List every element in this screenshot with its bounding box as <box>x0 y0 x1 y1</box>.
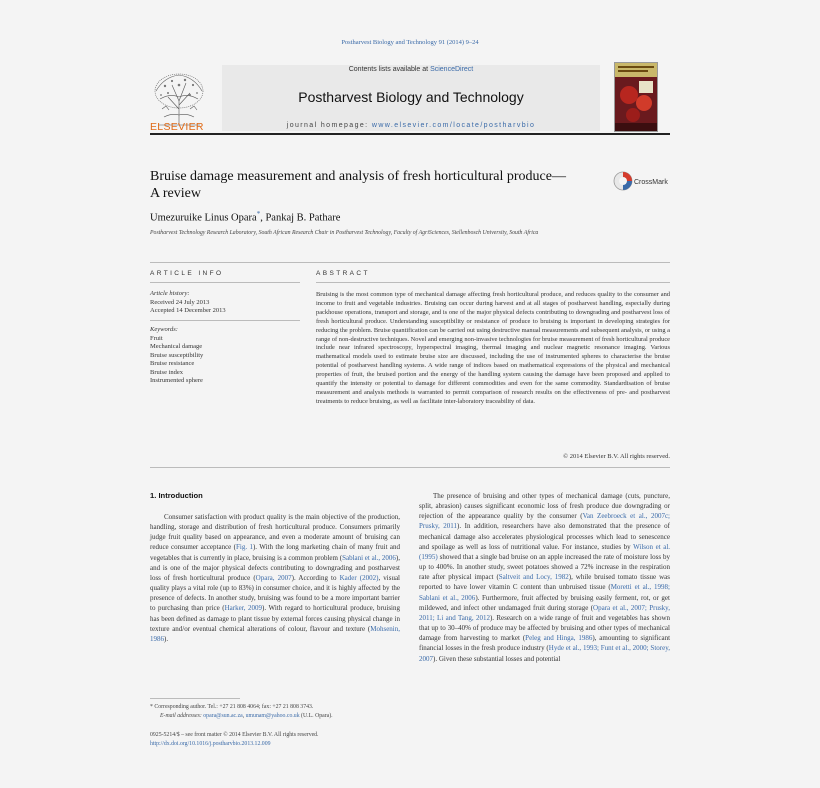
intro-left-column <box>150 512 400 644</box>
text-run: ), and is one of the major physical defects contributing to downgrading and postharvest loss of fresh horticultural produce ( <box>150 553 401 582</box>
abstract-bottom-rule <box>150 467 670 468</box>
elsevier-wordmark: ELSEVIER <box>150 121 204 133</box>
corresponding-contact: Corresponding author. Tel.: +27 21 808 4064; fax: +27 21 808 3743. <box>152 704 314 710</box>
article-title: Bruise damage measurement and analysis of fresh horticultural produce—A review <box>150 169 566 201</box>
text-run: ). With regard to horticultural produce, bruising has been defined as damage to plant tissue by external forces causing physical change in texture and/or eventual chemical alterations of colour, flavour and texture ( <box>150 604 400 633</box>
citation-link[interactable]: Saltveit and Locy, 1982 <box>498 573 569 582</box>
text-run: ), while bruised tomato tissue was reported to have lower vitamin C content than unbruised tissue ( <box>419 573 670 592</box>
homepage-prefix: journal homepage: <box>286 122 372 129</box>
abstract-rule <box>316 282 670 283</box>
email-separator: , <box>242 713 246 719</box>
journal-reference[interactable]: Postharvest Biology and Technology 91 (2014) 9–24 <box>341 39 479 46</box>
email-link[interactable]: umunam@yahoo.co.uk <box>245 713 300 719</box>
author-pathare: Pankaj B. Pathare <box>265 212 341 224</box>
abstract-heading: ABSTRACT <box>316 270 370 277</box>
keyword-item: Bruise susceptibility <box>150 351 204 359</box>
email-label: E-mail addresses: <box>160 713 204 719</box>
text-run: Consumer satisfaction with product quality is the main objective of the production, handling, storage and distribution of fresh horticultural produce. Consumers primarily judge fruit quality based on appearance, and even a moderate amount of bruising can reduce consumer acceptance ( <box>150 513 400 552</box>
article-info-heading: ARTICLE INFO <box>150 270 224 277</box>
crossmark-label: CrossMark <box>634 179 668 186</box>
text-run: showed that a single bad bruise on an apple increased the rate of moisture loss by up to 400%. In another study, sweet potatoes showed a 72% increase in the respiration rate after physical impact ( <box>419 552 670 582</box>
issn-line: 0925-5214/$ – see front matter © 2014 Elsevier B.V. All rights reserved. <box>150 732 319 738</box>
crossmark-badge[interactable] <box>613 170 673 192</box>
keywords-block <box>150 326 300 386</box>
keyword-item: Instrumented sphere <box>150 377 203 384</box>
citation-link[interactable]: Mohsenin, 1986 <box>150 624 400 643</box>
contents-prefix: Contents lists available at <box>348 66 431 73</box>
footnote-rule <box>150 698 240 699</box>
citation-link[interactable]: Kader (2002) <box>339 573 379 582</box>
doi-link[interactable]: http://dx.doi.org/10.1016/j.postharvbio.2013.12.009 <box>150 740 271 747</box>
citation-link[interactable]: Opara, 2007 <box>255 573 292 582</box>
intro-right-column <box>419 491 670 664</box>
received-date: Received 24 July 2013 <box>150 298 210 306</box>
contents-line <box>222 66 600 73</box>
citation-link[interactable]: Sablani et al., 2006 <box>342 553 396 562</box>
author-list <box>150 210 340 224</box>
affiliation: Postharvest Technology Research Laboratory, South African Research Chair in Postharvest Technology, Faculty of AgriSciences, Stellenbosch University, South Africa <box>150 230 539 236</box>
corresponding-author-mark[interactable]: * <box>256 210 261 218</box>
front-matter-info <box>150 731 319 748</box>
email-link[interactable]: opara@sun.ac.za <box>203 713 243 719</box>
keyword-item: Bruise index <box>150 368 184 376</box>
author-opara: Umezuruike Linus Opara <box>150 212 257 224</box>
citation-link[interactable]: Harker, 2009 <box>224 604 263 613</box>
text-run: ). Furthermore, fruit affected by bruising easily ferment, rot, or get mildewed, and infect other undamaged fruit during storage ( <box>419 593 670 612</box>
article-history <box>150 290 300 316</box>
footnote <box>150 703 410 721</box>
keyword-item: Bruise resistance <box>150 360 195 367</box>
journal-cover-art <box>615 63 657 131</box>
keyword-item: Fruit <box>150 334 163 342</box>
citation-link[interactable]: Hyde et al., 1993; Funt et al., 2000; Storey, 2007 <box>419 644 670 663</box>
citation-link[interactable]: Wilson et al. (1995) <box>419 542 671 561</box>
info-rule <box>150 282 300 283</box>
text-run: ). According to <box>291 573 340 582</box>
header-rule <box>150 133 670 135</box>
homepage-link[interactable]: www.elsevier.com/locate/postharvbio <box>371 122 536 129</box>
keywords-label: Keywords: <box>150 326 178 333</box>
sciencedirect-link[interactable]: ScienceDirect <box>430 66 474 73</box>
text-run: ). Given these substantial losses and potential <box>433 654 561 663</box>
introduction-heading: 1. Introduction <box>150 491 203 500</box>
abstract-copyright: © 2014 Elsevier B.V. All rights reserved. <box>563 453 670 460</box>
text-run: ). Research on a wide range of fruit and vegetables has shown that up to 30–40% of produce may be affected by bruising and other types of mechanical damage from harvesting to market ( <box>419 613 670 643</box>
text-run: The presence of bruising and other types of mechanical damage (cuts, puncture, split, abrasion) causes significant economic loss of fresh produce due downgrading or rejection of the appearance quality by the consumer ( <box>419 492 670 521</box>
text-run: ). <box>164 634 169 643</box>
citation-link[interactable]: Moretti et al., 1998; Sablani et al., 2006 <box>419 583 671 602</box>
text-run: ), amounting to significant financial losses in the fresh produce industry ( <box>419 634 671 653</box>
text-run: ). With the long marketing chain of many fruit and vegetables that is currently in place, bruising is a common problem ( <box>150 543 401 562</box>
intro-paragraph-2 <box>419 491 670 664</box>
keywords-rule <box>150 320 300 321</box>
text-run: , visual quality plays a vital role (up to 83%) in consumer choice, and it is highly affected by the presence of defects. In another study, bruising was found to be a more important barrier to purchasing than price ( <box>150 573 400 613</box>
corresponding-author-note <box>150 703 410 712</box>
citation-link[interactable]: Van Zeebroeck et al., 2007c; Prusky, 2011 <box>419 512 670 531</box>
text-run: ). In addition, researchers have also demonstrated that the presence of mechanical damage also accelerates physiological processes which lead to senescence and spoilage as well as loss of nutritional value. For instance, studies by <box>419 522 671 551</box>
email-suffix: (U.L. Opara). <box>299 713 333 719</box>
info-top-rule <box>150 262 670 263</box>
keyword-item: Mechanical damage <box>150 343 203 350</box>
accepted-date: Accepted 14 December 2013 <box>150 307 226 314</box>
history-label: Article history: <box>150 290 190 297</box>
journal-title: Postharvest Biology and Technology <box>298 89 524 105</box>
citation-link[interactable]: Fig. 1 <box>236 543 253 552</box>
author-separator: , <box>260 212 266 224</box>
footnote-mark: * <box>150 704 153 710</box>
journal-homepage <box>222 122 600 129</box>
journal-cover-image <box>614 62 658 132</box>
intro-paragraph-1 <box>150 512 400 644</box>
citation-link[interactable]: Opara et al., 2007; Prusky, 2011; Li and Tang, 2012 <box>419 603 670 622</box>
abstract-text: Bruising is the most common type of mechanical damage affecting fresh horticultural produce, and reduces quality to the consumer and income to fruit and vegetable industries. Bruising can occur during harvest and at all stages of postharvest handling, especially during packhouse operations, transport and storage, and is one of the major physical defects contributing to downgrading and postharvest loss of fresh horticultural produce. Understanding susceptibility or resistance of produce to bruising is important in developing strategies for reducing the problem. Bruise quantification can be carried out using destructive manual measurements and subsequent analysis, or using a range of non-destructive techniques. Novel and emerging non-invasive technologies for bruise measurement of fresh horticultural produce include near infrared spectroscopy, hyperspectral imaging, thermal imaging and nuclear magnetic resonance imaging. Various mathematical models used to estimate bruise size are discussed, including the use of instrumented spheres to characterise the bruise potential of postharvest handling systems. A wide range of indices based on mathematical expressions of the physical and mechanical properties of fruit, the bruised portion and the energy of the handling system causing the damage have been proposed and applied to quantify the intensity or potential to damage for different commodities and even for the same commodity. Standardisation of bruise measurement and analysis methods is warranted to permit comparison of research results on the effectiveness of pre- and postharvest treatments to reduce bruising, as well as facilitate inter-laboratory traceability of data. <box>316 291 670 405</box>
email-line <box>150 712 410 721</box>
citation-link[interactable]: Peleg and Hinga, 1986 <box>525 634 593 643</box>
